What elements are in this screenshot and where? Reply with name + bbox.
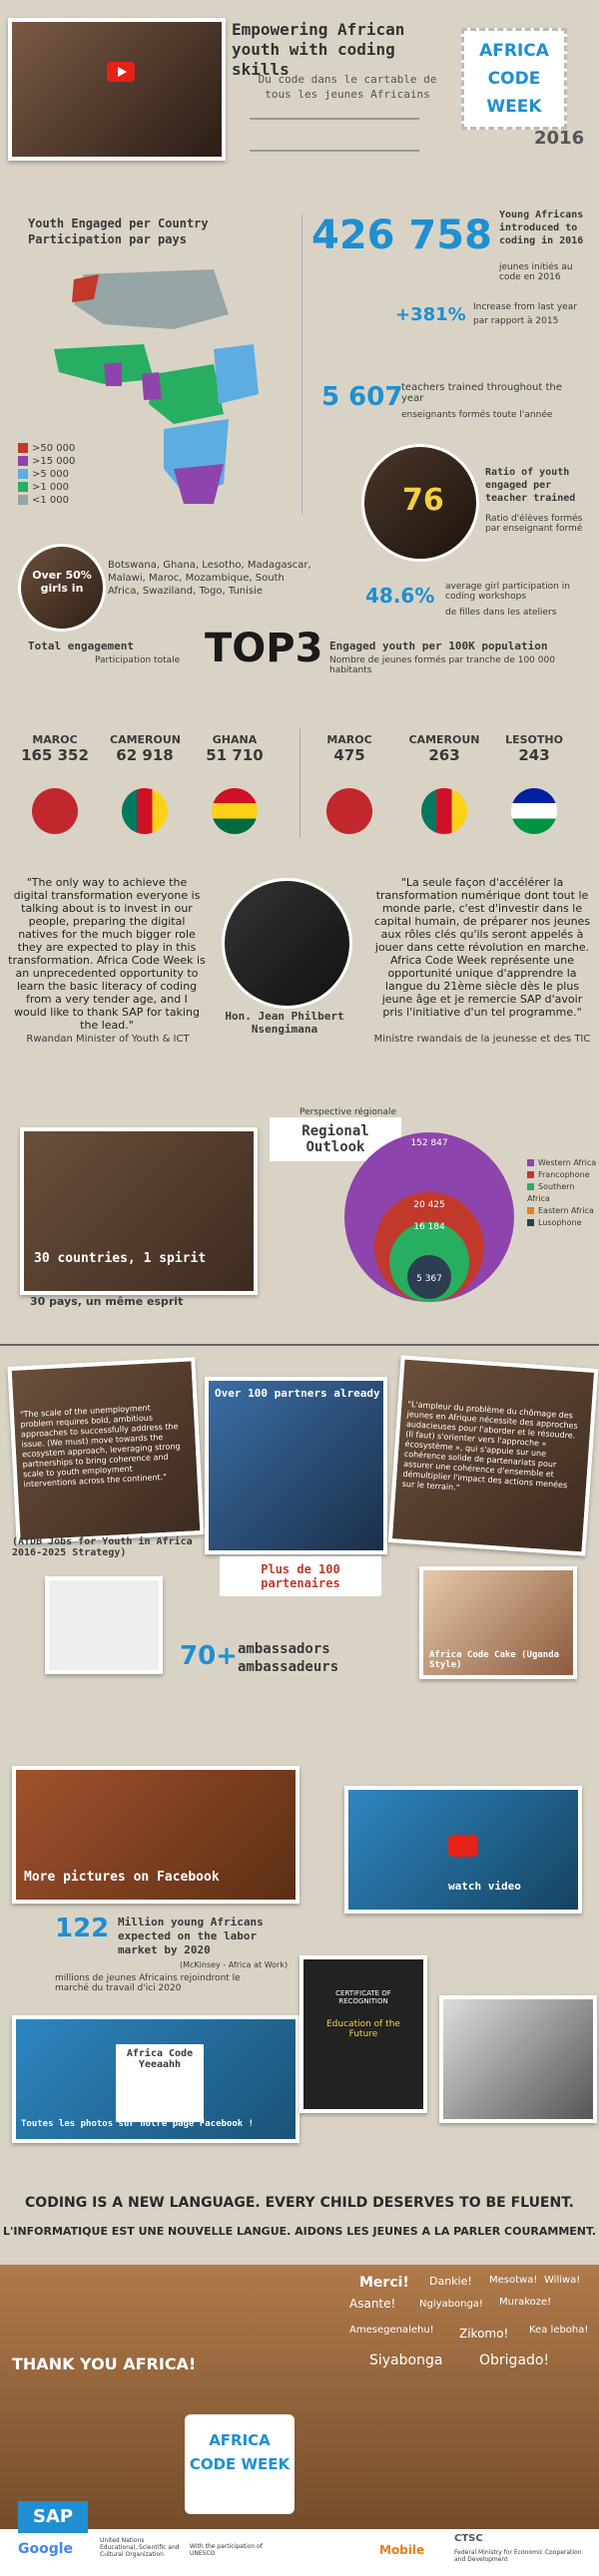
flag-cameroon-icon bbox=[421, 788, 467, 834]
teachers-label-fr: enseignants formés toute l'année bbox=[401, 410, 553, 420]
right-quote-photo bbox=[388, 1355, 599, 1555]
header-photo-girls bbox=[8, 18, 226, 161]
quote-right: "La seule façon d'accélérer la transformation numérique dont tout le monde parle, c'est d'investir dans le capital humain, de préparer nos jeunes aux rôles clés qu'ils seront appelés à jouer dans cette révolution en marche. Africa Code Week représente une opportunité unique d'apprendre la langue du 21ème siècle dès le plus jeune âge et je remercie SAP d'avoir pris l'initiative d'un tel programme." bbox=[373, 876, 591, 1019]
top3-right-item: MAROC 475 bbox=[326, 733, 372, 764]
thanks-words bbox=[349, 2275, 589, 2394]
yeah-card bbox=[116, 2044, 204, 2122]
regional-section bbox=[0, 1048, 599, 1317]
jobs-fr: millions de jeunes Africains rejoindront le marché du travail d'ici 2020 bbox=[55, 1973, 241, 1993]
teachers-number: 5 607 bbox=[321, 382, 403, 412]
girls-pct: 48.6% bbox=[365, 584, 435, 608]
flag-ghana-icon bbox=[212, 788, 258, 834]
girls-badge: Over 50% girls in bbox=[18, 544, 106, 632]
right-quote: "L'ampleur du problème du chômage des jeunes en Afrique nécessite des approches audacieuses pour l'aborder et le résoudre. (Il faut) s'orienter vers l'approche « écosystème », qui s'appuie sur une cohérence solide de partenariats pour assurer une cohérence d'ensemble et démultiplier l'impact des actions menées sur le terrain." bbox=[401, 1399, 578, 1493]
facebook-fr[interactable]: Toutes les photos sur notre page Facebook ! bbox=[21, 2119, 254, 2129]
unesco-logo[interactable]: United Nations Educational, Scientific and Cultural Organization bbox=[100, 2537, 180, 2558]
cake-caption: Africa Code Cake (Uganda Style) bbox=[429, 1650, 560, 1670]
top3-section bbox=[0, 626, 599, 848]
partners-banner bbox=[220, 1556, 381, 1596]
header-section bbox=[0, 0, 599, 205]
girls-countries: Botswana, Ghana, Lesotho, Madagascar, Malawi, Maroc, Mozambique, South Africa, Swaziland, Togo, Tunisie bbox=[108, 560, 311, 597]
certificate-title: CERTIFICATE OF RECOGNITION bbox=[335, 1989, 391, 2005]
map-ghana bbox=[104, 362, 122, 386]
partners-photo bbox=[205, 1377, 387, 1554]
ambassadors-fr: ambassadeurs bbox=[238, 1659, 339, 1675]
clothesline bbox=[0, 1344, 599, 1346]
thanks-title: THANK YOU AFRICA! bbox=[12, 2355, 197, 2373]
header-subtitle: Du code dans le cartable de tous les jeunes Africains bbox=[258, 73, 437, 101]
header-title: Empowering African youth with coding skills bbox=[232, 20, 405, 79]
map-east bbox=[214, 344, 259, 404]
regional-value: 20 425 bbox=[413, 1200, 445, 1210]
jobs-number: 122 bbox=[55, 1914, 110, 1943]
quotes-section bbox=[0, 868, 599, 1048]
legend-item: Francophone bbox=[527, 1169, 599, 1181]
regional-heading-fr: Perspective régionale bbox=[300, 1107, 397, 1117]
regional-value: 5 367 bbox=[416, 1274, 442, 1284]
postmark-lines bbox=[250, 118, 419, 152]
header-year: 2016 bbox=[534, 128, 585, 149]
regional-value: 16 184 bbox=[413, 1222, 445, 1232]
media-section bbox=[0, 1766, 599, 2175]
aidb-caption: (AfDB Jobs for Youth in Africa 2016-2025 Strategy) bbox=[12, 1536, 193, 1558]
regional-circles bbox=[339, 1107, 519, 1307]
map-legend bbox=[18, 442, 75, 507]
top3-right-item: LESOTHO 243 bbox=[505, 733, 563, 764]
legend-item: >5 000 bbox=[18, 468, 75, 481]
countries-section bbox=[0, 205, 599, 634]
yeah-photo bbox=[12, 2015, 300, 2143]
flag-cameroon-icon bbox=[122, 788, 168, 834]
top3-title: TOP3 bbox=[205, 626, 323, 671]
regional-heading: Regional Outlook bbox=[270, 1117, 401, 1161]
flag-morocco-icon bbox=[326, 788, 372, 834]
legend-item: >1 000 bbox=[18, 481, 75, 494]
ambassadors: ambassadors bbox=[238, 1641, 330, 1657]
thanks-word: Wiliwa! bbox=[544, 2275, 581, 2286]
quote-left: "The only way to achieve the digital transformation everyone is talking about is to invest in our people, preparing the digital natives for the much bigger role they are expected to play in this transformation. Africa Code Week is an unprecedented opportunity to learn the basic literacy of coding from a very tender age, and I would like to thank SAP for taking the lead." bbox=[8, 876, 206, 1032]
youth-label-fr: jeunes initiés au code en 2016 bbox=[499, 262, 573, 282]
regional-legend bbox=[527, 1157, 599, 1229]
top3-right-label-fr: Nombre de jeunes formés par tranche de 100 000 habitants bbox=[329, 655, 555, 675]
slogan-fr: L'INFORMATIQUE EST UNE NOUVELLE LANGUE. AIDONS LES JEUNES A LA PARLER COURAMMENT. bbox=[2, 2225, 597, 2238]
top3-left-item: GHANA 51 710 bbox=[206, 733, 264, 764]
top3-left-item: CAMEROUN 62 918 bbox=[110, 733, 182, 764]
map-cameroon bbox=[142, 372, 162, 400]
partners-section bbox=[0, 1322, 599, 1756]
thanks-word: Asante! bbox=[349, 2297, 396, 2311]
stamp-logo bbox=[461, 28, 567, 130]
facebook-link[interactable]: More pictures on Facebook bbox=[24, 1870, 220, 1885]
youth-label: Young Africans introduced to coding in 2016 bbox=[499, 210, 584, 246]
ratio-photo bbox=[361, 444, 479, 562]
legend-item: Western Africa bbox=[527, 1157, 599, 1169]
thanks-word: Siyabonga bbox=[369, 2353, 443, 2368]
video-play-icon[interactable] bbox=[448, 1835, 478, 1857]
legend-item: <1 000 bbox=[18, 494, 75, 507]
quote-right-author: Ministre rwandais de la jeunesse et des TIC bbox=[373, 1034, 591, 1045]
ratio-value: 76 bbox=[402, 483, 444, 518]
video-photo[interactable] bbox=[344, 1786, 582, 1914]
minister-portrait bbox=[222, 878, 352, 1009]
aidb-photo bbox=[7, 1357, 204, 1544]
ambassador-photo bbox=[45, 1576, 163, 1674]
aidb-quote: "The scale of the unemployment problem requires bold, ambitious approaches to successfully address the issue. (We must) move towards the ecosystem approach, leveraging strong partnerships to bring coherence and scale to youth employment interventions across the continent." bbox=[19, 1403, 181, 1490]
top3-left-item: MAROC 165 352 bbox=[21, 733, 89, 764]
teachers-label: teachers trained throughout the year bbox=[401, 382, 562, 404]
top3-right-label: Engaged youth per 100K population bbox=[329, 640, 548, 652]
yeah-text: Africa Code Yeeaahh bbox=[126, 2048, 194, 2070]
youth-number: 426 758 bbox=[311, 213, 492, 258]
partners-title: Over 100 partners already bbox=[215, 1387, 380, 1400]
partners-fr: Plus de 100 partenaires bbox=[261, 1562, 340, 1590]
countries-banner: 30 countries, 1 spirit bbox=[34, 1251, 207, 1266]
countries-title: Youth Engaged per Country bbox=[28, 216, 209, 230]
top3-right-item: CAMEROUN 263 bbox=[408, 733, 480, 764]
thanks-word: Dankie! bbox=[429, 2275, 472, 2288]
footer-logos bbox=[0, 2506, 599, 2576]
increase-label: Increase from last year bbox=[473, 302, 577, 312]
legend-item: Southern Africa bbox=[527, 1182, 575, 1203]
mobile-logo[interactable]: Mobile bbox=[379, 2543, 425, 2557]
unesco-participation: With the participation of UNESCO bbox=[190, 2543, 263, 2557]
minister-name: Hon. Jean Philbert Nsengimana bbox=[225, 1010, 344, 1036]
flag-morocco-icon bbox=[32, 788, 78, 834]
video-link[interactable]: watch video bbox=[448, 1880, 521, 1893]
map-sa bbox=[174, 464, 224, 504]
ratio-label-fr: Ratio d'élèves formés par enseignant formé bbox=[485, 514, 583, 534]
bmz-logo[interactable]: Federal Ministry for Economic Cooperation and Development bbox=[454, 2549, 582, 2563]
girls-label: average girl participation in coding workshops bbox=[445, 582, 570, 602]
legend-item: >50 000 bbox=[18, 442, 75, 455]
certificate-photo bbox=[300, 1955, 427, 2113]
thanks-word: Zikomo! bbox=[459, 2327, 509, 2341]
quote-left-author: Rwandan Minister of Youth & ICT bbox=[26, 1034, 190, 1045]
team-photo bbox=[439, 1995, 597, 2123]
ctsc-logo[interactable]: CTSC bbox=[454, 2533, 483, 2544]
thanks-logo-stamp: AFRICA CODE WEEK bbox=[185, 2414, 295, 2514]
thanks-word: Murakoze! bbox=[499, 2297, 552, 2308]
top3-left-label-fr: Participation totale bbox=[95, 655, 181, 665]
ratio-label: Ratio of youth engaged per teacher trained bbox=[485, 467, 576, 504]
girls-label-fr: de filles dans les ateliers bbox=[445, 608, 557, 618]
google-logo[interactable]: Google bbox=[18, 2541, 74, 2557]
countries-title-fr: Participation par pays bbox=[28, 232, 187, 246]
thanks-word: Mesotwa! bbox=[489, 2275, 538, 2286]
divider-vertical bbox=[301, 215, 302, 514]
thanks-word: Merci! bbox=[359, 2275, 409, 2291]
ambassadors-number: 70+ bbox=[180, 1641, 238, 1671]
slogan-en: CODING IS A NEW LANGUAGE. EVERY CHILD DESERVES TO BE FLUENT. bbox=[25, 2195, 574, 2211]
thanks-word: Ngiyabonga! bbox=[419, 2299, 483, 2310]
cake-photo bbox=[419, 1566, 577, 1679]
increase-label-fr: par rapport à 2015 bbox=[473, 316, 559, 326]
flag-lesotho-icon bbox=[511, 788, 557, 834]
slogan-section bbox=[0, 2185, 599, 2260]
legend-item: >15 000 bbox=[18, 455, 75, 468]
increase-value: +381% bbox=[395, 304, 466, 325]
thanks-word: Amesegenalehu! bbox=[349, 2325, 434, 2336]
legend-item: Lusophone bbox=[527, 1217, 599, 1229]
sap-logo[interactable]: SAP bbox=[18, 2501, 88, 2533]
jobs-source: (McKinsey - Africa at Work) bbox=[180, 1960, 289, 1969]
thanks-word: Obrigado! bbox=[479, 2353, 550, 2368]
group-photo bbox=[20, 1127, 258, 1295]
top3-left-label: Total engagement bbox=[28, 640, 134, 652]
legend-item: Eastern Africa bbox=[527, 1205, 599, 1217]
thanks-section bbox=[0, 2265, 599, 2576]
thanks-word: Kea leboha! bbox=[529, 2325, 589, 2336]
facebook-photo[interactable] bbox=[12, 1766, 300, 1904]
certificate-sub: Education of the Future bbox=[326, 2019, 400, 2039]
regional-value: 152 847 bbox=[410, 1138, 448, 1148]
countries-banner-fr: 30 pays, un même esprit bbox=[30, 1295, 184, 1308]
stamp-text: AFRICA CODE WEEK bbox=[479, 41, 549, 117]
jobs-label: Million young Africans expected on the labor market by 2020 bbox=[118, 1916, 264, 1956]
